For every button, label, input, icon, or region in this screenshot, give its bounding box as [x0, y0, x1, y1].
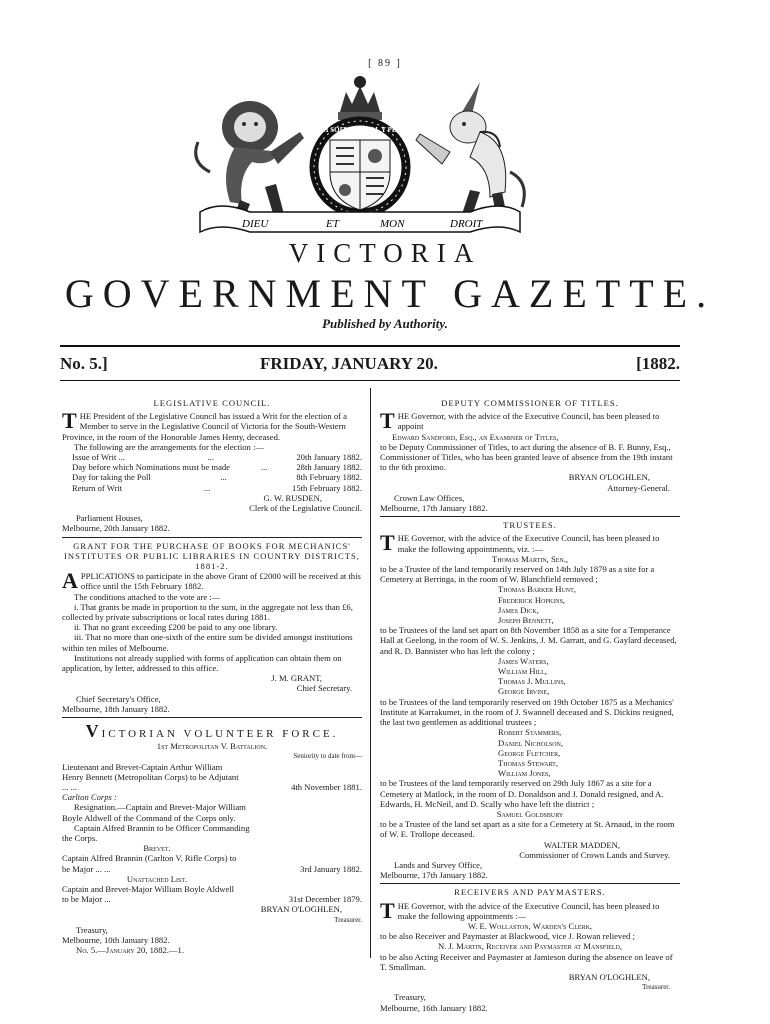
election-schedule	[62, 452, 362, 493]
legislative-para1: THE President of the Legislative Council has issued a Writ for the election of a Member to serve in the Legislative Council of Victoria for the South-Western Province, in the room of the Honorable James Henty, deceased.	[62, 408, 347, 442]
volunteer-heading: VICTORIAN VOLUNTEER FORCE.	[85, 721, 339, 742]
date: Melbourne, 17th January 1882.	[380, 870, 488, 881]
trustee-name: Samuel Goldsbury	[496, 808, 564, 819]
date: Melbourne, 10th January 1882.	[62, 934, 170, 945]
garter-shield	[314, 121, 406, 213]
deputy-para2: to be Deputy Commissioner of Titles, to act during the absence of B. F. Bunny, Esq., Commissioner of Titles, who has been granted leave of absence from the 19th instant to the 6th proximo.	[380, 441, 673, 473]
grant-para1: APPLICATIONS to participate in the above Grant of £2000 will be received at this office until the 15th February 1882.	[62, 568, 361, 594]
carlton-corps: Carlton Corps :	[62, 792, 117, 803]
trustee-group-1	[380, 584, 680, 625]
trustee-group-3	[380, 727, 680, 778]
signatory-title: Treasurer.	[642, 983, 670, 992]
date: Melbourne, 20th January 1882.	[62, 523, 170, 534]
ribbon-word-1: DIEU	[242, 218, 269, 230]
trustee-name: Thomas Martin, Sen.,	[491, 553, 569, 564]
volunteer-entry: Lieutenant and Brevet-Captain Arthur William Henry Bennett (Metropolitan Corps) to be Adjutant ... ... 4th November 1881.	[62, 761, 362, 792]
trustee-name: William Hill,	[498, 666, 547, 677]
deputy-appointee: Edward Sandford, Esq., an Examiner of Titles,	[392, 431, 559, 442]
trustees-para3: to be Trustees of the land set apart on 8th November 1858 as a site for a Temperance Hall at Geelong, in the room of W. S. Jenkins, J. M. Garratt, and G. Gaylard deceased, and R. D. Bannister who has left the colony ;	[380, 625, 677, 656]
resignation: Resignation.—Captain and Brevet-Major William Boyle Aldwell of the Command of the Corps only.	[62, 802, 246, 823]
trustee-name: Thomas Barker Hunt,	[498, 584, 576, 595]
signatory-title: Clerk of the Legislative Council.	[249, 503, 362, 514]
signatory-title: Treasurer.	[334, 915, 362, 924]
column-divider	[370, 388, 371, 958]
signatory: G. W. RUSDEN,	[263, 492, 322, 503]
drop-cap: T	[380, 897, 395, 923]
grant-condition-1: i. That grants be made in proportion to the sum, in the aggregate not less than £6, collected by private subscriptions or local rates during 1881.	[62, 601, 353, 623]
masthead-bottom-rule	[60, 380, 680, 381]
trustees-para5: to be Trustees of the land temporarily reserved on 29th July 1867 as a site for a Cemetery at Matlock, in the room of D. Donaldson and J. Donald resigned, and A. Edwards, H. McNeil, and D. Scally who have left the district ;	[380, 778, 664, 809]
grant-para3: Institutions not already supplied with forms of application can obtain them on application, by letter, addressed to this office.	[62, 652, 342, 674]
title-government-gazette: GOVERNMENT GAZETTE.	[64, 271, 716, 316]
place: Chief Secretary's Office,	[76, 693, 161, 704]
signatory-title: Attorney-General.	[607, 482, 670, 493]
issue-year: [1882.	[636, 354, 680, 373]
receivers-para1: THE Governor, with the advice of the Executive Council, has been pleased to make the following appointments :—	[380, 897, 660, 923]
grant-condition-2: ii. That no grant exceeding £200 be paid to any one library.	[74, 622, 278, 633]
masthead	[60, 354, 680, 376]
section-rule	[380, 516, 680, 517]
grant-para2: The conditions attached to the vote are :—	[74, 591, 221, 602]
trustee-name: James Dick,	[498, 604, 539, 615]
trustees-heading: TRUSTEES.	[503, 520, 557, 531]
brevet: Brevet.	[143, 843, 171, 854]
date: Melbourne, 17th January 1882.	[380, 503, 488, 514]
schedule-row: Return of Writ ... 15th February 1882.	[72, 482, 362, 493]
drop-cap: T	[380, 530, 395, 556]
trustees-para6: to be a Trustee of the land set apart as a site for a Cemetery at St. Arnaud, in the room of W. E. Trollope deceased.	[380, 819, 675, 840]
receiver-name: W. E. Wollaston, Warden's Clerk,	[467, 920, 593, 931]
grant-heading: GRANT FOR THE PURCHASE OF BOOKS FOR MECHANICS' INSTITUTES OR PUBLIC LIBRARIES IN COUNTRY DISTRICTS, 1881-2.	[64, 540, 360, 572]
trustee-name: Frederick Hopkins,	[498, 594, 565, 605]
signatory: BRYAN O'LOGHLEN,	[568, 971, 650, 982]
signatory: J. M. GRANT,	[271, 673, 322, 684]
section-rule	[62, 717, 362, 718]
unicorn-supporter	[416, 82, 524, 224]
published-by-authority: Published by Authority.	[322, 316, 448, 331]
left-column	[62, 396, 362, 955]
ribbon-word-2: ET	[326, 218, 339, 230]
right-column	[380, 396, 680, 1013]
trustee-name: Daniel Nicholson,	[498, 737, 564, 748]
place: Treasury,	[394, 992, 426, 1003]
trustee-group-2	[380, 656, 680, 697]
receivers-para2: to be also Receiver and Paymaster at Blackwood, vice J. Rowan relieved ;	[380, 931, 635, 942]
deputy-para1: THE Governor, with the advice of the Executive Council, has been pleased to appoint	[380, 408, 660, 434]
signatory-title: Chief Secretary.	[296, 683, 352, 694]
ribbon-word-3: MON	[380, 218, 405, 230]
legislative-heading: LEGISLATIVE COUNCIL.	[153, 398, 271, 408]
receiver-name: N. J. Martin, Receiver and Paymaster at Mansfield,	[437, 941, 623, 952]
ribbon-word-4: DROIT	[450, 218, 483, 230]
date: Melbourne, 18th January 1882.	[62, 703, 170, 714]
deputy-heading: DEPUTY COMMISSIONER OF TITLES.	[441, 398, 619, 408]
seniority-note: Seniority to date from—	[293, 752, 362, 761]
trustees-para1: THE Governor, with the advice of the Executive Council, has been pleased to make the following appointments, viz. :—	[380, 530, 660, 556]
place: Crown Law Offices,	[394, 492, 465, 503]
trustee-name: George Irvine,	[498, 686, 550, 697]
schedule-row: Day before which Nominations must be made ... 28th January 1882.	[72, 462, 362, 473]
trustee-name: Joseph Bennett,	[498, 615, 554, 626]
lion-supporter	[196, 101, 304, 224]
grant-condition-3: iii. That no more than one-sixth of the entire sum be divided amongst institutions within ten miles of Melbourne.	[62, 632, 353, 653]
crown-icon	[338, 76, 382, 120]
receivers-para3: to be also Acting Receiver and Paymaster at Jamieson during the absence on leave of T. Smallman.	[380, 951, 673, 972]
trustee-name: George Fletcher,	[498, 747, 561, 758]
trustee-name: William Jones,	[498, 768, 551, 779]
signatory: BRYAN O'LOGHLEN,	[260, 904, 342, 915]
drop-cap: V	[85, 721, 102, 742]
masthead-top-rule	[60, 345, 680, 347]
place: Treasury,	[76, 924, 108, 935]
section-rule	[380, 883, 680, 884]
trustees-para2: to be a Trustee of the land temporarily reserved on 14th July 1879 as a site for a Cemetery at Berringa, in the room of W. Blanchfield removed ;	[380, 564, 655, 585]
page-number: [ 89 ]	[368, 58, 402, 69]
date: Melbourne, 16th January 1882.	[380, 1002, 488, 1013]
royal-coat-of-arms	[180, 72, 540, 242]
unattached: Unattached List.	[126, 873, 188, 884]
trustee-name: James Waters,	[498, 655, 549, 666]
schedule-row: Day for taking the Poll ... 8th February 1882.	[72, 472, 362, 483]
issue-date: FRIDAY, JANUARY 20.	[260, 354, 438, 373]
title-victoria: VICTORIA	[288, 238, 482, 268]
legislative-para2: The following are the arrangements for the election :—	[74, 441, 264, 452]
receivers-heading: RECEIVERS AND PAYMASTERS.	[454, 887, 606, 898]
schedule-row: Issue of Writ ... ... 20th January 1882.	[72, 452, 362, 463]
volunteer-entry: Captain Alfred Brannin (Carlton V. Rifle Corps) to be Major ... ... 3rd January 1882.	[62, 853, 362, 874]
section-rule	[62, 537, 362, 538]
trustee-name: Robert Stammers,	[498, 727, 562, 738]
volunteer-entry-2: Captain Alfred Brannin to be Officer Commanding the Corps.	[62, 822, 250, 843]
battalion: 1st Metropolitan V. Battalion.	[156, 741, 268, 752]
signatory-title: Commissioner of Crown Lands and Survey.	[519, 849, 670, 860]
trustees-para4: to be Trustees of the land temporarily reserved on 19th October 1875 as a Mechanics' Institute at Karrakumet, in the room of J. Swannell deceased and S. Dickins resigned, the last two gentlemen as additional trustees ;	[380, 696, 674, 728]
signatory: BRYAN O'LOGHLEN,	[568, 472, 650, 483]
place: Lands and Survey Office,	[394, 859, 483, 870]
drop-cap: A	[62, 568, 78, 594]
trustee-name: Thomas J. Mullins,	[498, 676, 566, 687]
drop-cap: T	[62, 408, 77, 434]
signatory: WALTER MADDEN,	[543, 839, 620, 850]
issue-number: No. 5.]	[60, 354, 108, 373]
page-footer: No. 5.—January 20, 1882.—1.	[76, 945, 184, 956]
volunteer-entry: Captain and Brevet-Major William Boyle Aldwell to be Major ... 31st December 1879.	[62, 883, 362, 905]
drop-cap: T	[380, 408, 395, 434]
place: Parliament Houses,	[76, 513, 143, 524]
garter-motto: HONI SOIT QUI MAL Y PENSE	[309, 126, 411, 134]
trustee-name: Thomas Stewart,	[498, 757, 558, 768]
